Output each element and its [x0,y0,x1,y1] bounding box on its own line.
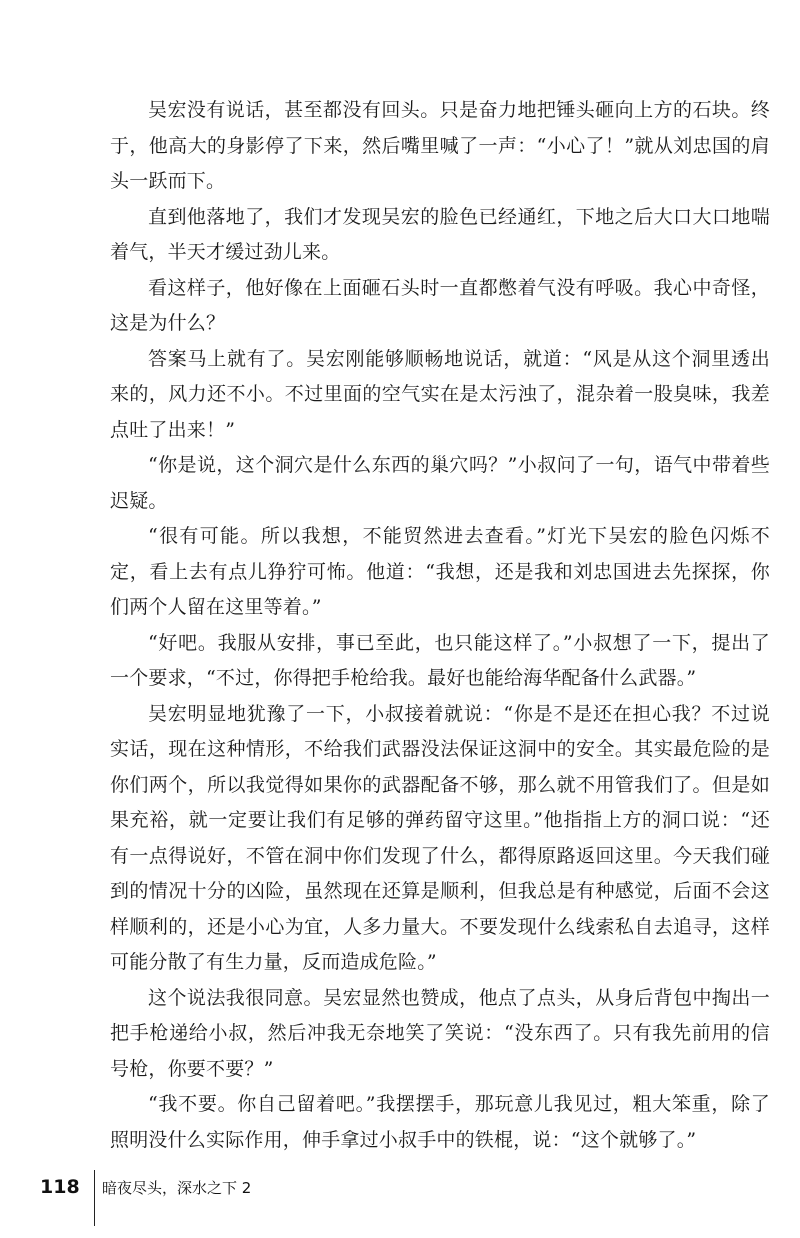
paragraph: 直到他落地了，我们才发现吴宏的脸色已经通红，下地之后大口大口地喘着气，半天才缓过劲儿来。 [110,205,770,263]
paragraph: 答案马上就有了。吴宏刚能够顺畅地说话，就道：“风是从这个洞里透出来的，风力还不小。不过里面的空气实在是太污浊了，混杂着一股臭味，我差点吐了出来！” [110,347,770,441]
paragraph: “我不要。你自己留着吧。”我摆摆手，那玩意儿我见过，粗大笨重，除了照明没什么实际作用，伸手拿过小叔手中的铁棍，说：“这个就够了。” [110,1093,770,1151]
paragraph: 吴宏明显地犹豫了一下，小叔接着就说：“你是不是还在担心我？不过说实话，现在这种情形，不给我们武器没法保证这洞中的安全。其实最危险的是你们两个，所以我觉得如果你的武器配备不够，那么就不用管我们了。但是如果充裕，就一定要让我们有足够的弹药留守这里。”他指指上方的洞口说：“还有一点得说好，不管在洞中你们发现了什么，都得原路返回这里。今天我们碰到的情况十分的凶险，虽然现在还算是顺利，但我总是有种感觉，后面不会这样顺利的，还是小心为宜，人多力量大。不要发现什么线索私自去追寻，这样可能分散了有生力量，反而造成危险。” [110,702,770,973]
running-title: 暗夜尽头，深水之下 2 [102,1179,252,1197]
page-number: 118 [40,1176,80,1198]
paragraph: “很有可能。所以我想，不能贸然进去查看。”灯光下吴宏的脸色闪烁不定，看上去有点儿狰狞可怖。他道：“我想，还是我和刘忠国进去先探探，你们两个人留在这里等着。” [110,525,770,618]
paragraph: “你是说，这个洞穴是什么东西的巢穴吗？”小叔问了一句，语气中带着些迟疑。 [110,454,770,512]
body-text [110,93,770,1158]
page-footer [40,1176,340,1226]
paragraph: “好吧。我服从安排，事已至此，也只能这样了。”小叔想了一下，提出了一个要求，“不过，你得把手枪给我。最好也能给海华配备什么武器。” [110,631,770,689]
paragraph: 看这样子，他好像在上面砸石头时一直都憋着气没有呼吸。我心中奇怪，这是为什么？ [110,276,770,334]
paragraph: 这个说法我很同意。吴宏显然也赞成，他点了点头，从身后背包中掏出一把手枪递给小叔，然后冲我无奈地笑了笑说：“没东西了。只有我先前用的信号枪，你要不要？” [110,986,770,1080]
footer-divider [94,1170,95,1226]
paragraph: 吴宏没有说话，甚至都没有回头。只是奋力地把锤头砸向上方的石块。终于，他高大的身影停了下来，然后嘴里喊了一声：“小心了！”就从刘忠国的肩头一跃而下。 [110,99,770,192]
